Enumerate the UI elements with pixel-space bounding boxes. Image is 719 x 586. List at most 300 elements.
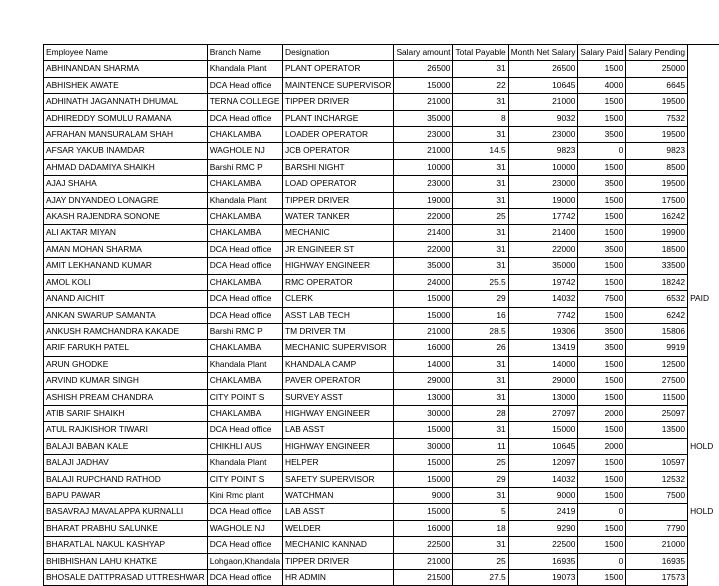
cell-net[interactable]: 26500: [508, 61, 578, 77]
cell-branch[interactable]: Kini Rmc plant: [207, 487, 282, 503]
column-header[interactable]: Total Payable: [453, 45, 508, 61]
cell-note[interactable]: [688, 77, 716, 93]
cell-branch[interactable]: CHIKHLI AUS: [207, 438, 282, 454]
cell-paid[interactable]: 0: [578, 143, 626, 159]
cell-designation[interactable]: WATER TANKER: [283, 209, 394, 225]
cell-salary[interactable]: 14000: [394, 356, 453, 372]
cell-pending[interactable]: 19500: [626, 127, 688, 143]
cell-designation[interactable]: TIPPER DRIVER: [283, 553, 394, 569]
cell-designation[interactable]: LOADER OPERATOR: [283, 127, 394, 143]
cell-branch[interactable]: Khandala Plant: [207, 455, 282, 471]
cell-name[interactable]: AFRAHAN MANSURALAM SHAH: [44, 127, 208, 143]
cell-designation[interactable]: PLANT OPERATOR: [283, 61, 394, 77]
cell-name[interactable]: BHARAT PRABHU SALUNKE: [44, 520, 208, 536]
column-header[interactable]: Employee Name: [44, 45, 208, 61]
cell-branch[interactable]: CHAKLAMBA: [207, 127, 282, 143]
empty-cell[interactable]: [715, 553, 719, 569]
column-header[interactable]: Month Net Salary: [508, 45, 578, 61]
cell-designation[interactable]: SAFETY SUPERVISOR: [283, 471, 394, 487]
cell-branch[interactable]: DCA Head office: [207, 258, 282, 274]
cell-branch[interactable]: Khandala Plant: [207, 192, 282, 208]
cell-branch[interactable]: DCA Head office: [207, 307, 282, 323]
cell-note[interactable]: [688, 570, 716, 586]
cell-pending[interactable]: 27500: [626, 373, 688, 389]
cell-salary[interactable]: 24000: [394, 274, 453, 290]
cell-note[interactable]: [688, 520, 716, 536]
cell-days[interactable]: 28: [453, 405, 508, 421]
empty-cell[interactable]: [715, 61, 719, 77]
empty-cell[interactable]: [715, 438, 719, 454]
cell-name[interactable]: ATIB SARIF SHAIKH: [44, 405, 208, 421]
cell-paid[interactable]: 2000: [578, 405, 626, 421]
empty-cell[interactable]: [715, 373, 719, 389]
column-header[interactable]: Salary Pending: [626, 45, 688, 61]
cell-days[interactable]: 28.5: [453, 323, 508, 339]
cell-designation[interactable]: CLERK: [283, 291, 394, 307]
cell-salary[interactable]: 30000: [394, 405, 453, 421]
empty-cell[interactable]: [715, 340, 719, 356]
cell-days[interactable]: 31: [453, 192, 508, 208]
cell-designation[interactable]: JR ENGINEER ST: [283, 241, 394, 257]
cell-days[interactable]: 31: [453, 159, 508, 175]
cell-note[interactable]: [688, 61, 716, 77]
cell-paid[interactable]: 1500: [578, 225, 626, 241]
empty-cell[interactable]: [715, 159, 719, 175]
cell-salary[interactable]: 21000: [394, 94, 453, 110]
cell-note[interactable]: [688, 389, 716, 405]
column-header[interactable]: Designation: [283, 45, 394, 61]
cell-salary[interactable]: 15000: [394, 291, 453, 307]
cell-paid[interactable]: 3500: [578, 323, 626, 339]
cell-paid[interactable]: 1500: [578, 570, 626, 586]
cell-days[interactable]: 5: [453, 504, 508, 520]
cell-branch[interactable]: DCA Head office: [207, 291, 282, 307]
cell-name[interactable]: AMOL KOLI: [44, 274, 208, 290]
empty-cell[interactable]: [715, 389, 719, 405]
cell-net[interactable]: 21000: [508, 94, 578, 110]
cell-name[interactable]: AMAN MOHAN SHARMA: [44, 241, 208, 257]
cell-designation[interactable]: MAINTENCE SUPERVISOR: [283, 77, 394, 93]
cell-net[interactable]: 23000: [508, 176, 578, 192]
cell-name[interactable]: ASHISH PREAM CHANDRA: [44, 389, 208, 405]
cell-salary[interactable]: 22000: [394, 241, 453, 257]
cell-designation[interactable]: WATCHMAN: [283, 487, 394, 503]
cell-pending[interactable]: [626, 504, 688, 520]
cell-net[interactable]: 21400: [508, 225, 578, 241]
cell-name[interactable]: AMIT LEKHANAND KUMAR: [44, 258, 208, 274]
cell-note[interactable]: [688, 307, 716, 323]
cell-days[interactable]: 31: [453, 241, 508, 257]
cell-salary[interactable]: 15000: [394, 77, 453, 93]
cell-branch[interactable]: CITY POINT S: [207, 389, 282, 405]
cell-designation[interactable]: ASST LAB TECH: [283, 307, 394, 323]
cell-pending[interactable]: [626, 438, 688, 454]
cell-net[interactable]: 35000: [508, 258, 578, 274]
cell-salary[interactable]: 15000: [394, 471, 453, 487]
cell-net[interactable]: 7742: [508, 307, 578, 323]
cell-pending[interactable]: 17500: [626, 192, 688, 208]
cell-branch[interactable]: DCA Head office: [207, 504, 282, 520]
cell-designation[interactable]: HR ADMIN: [283, 570, 394, 586]
cell-pending[interactable]: 6532: [626, 291, 688, 307]
cell-note[interactable]: [688, 422, 716, 438]
cell-note[interactable]: [688, 94, 716, 110]
cell-salary[interactable]: 16000: [394, 520, 453, 536]
cell-note[interactable]: [688, 373, 716, 389]
cell-salary[interactable]: 23000: [394, 176, 453, 192]
cell-paid[interactable]: 0: [578, 504, 626, 520]
cell-salary[interactable]: 35000: [394, 258, 453, 274]
cell-designation[interactable]: PLANT INCHARGE: [283, 110, 394, 126]
cell-note[interactable]: [688, 192, 716, 208]
cell-name[interactable]: ARIF FARUKH PATEL: [44, 340, 208, 356]
cell-branch[interactable]: Barshi RMC P: [207, 323, 282, 339]
cell-paid[interactable]: 1500: [578, 94, 626, 110]
cell-paid[interactable]: 3500: [578, 176, 626, 192]
cell-branch[interactable]: Khandala Plant: [207, 61, 282, 77]
cell-paid[interactable]: 1500: [578, 192, 626, 208]
cell-name[interactable]: BHARATLAL NAKUL KASHYAP: [44, 537, 208, 553]
cell-note[interactable]: [688, 356, 716, 372]
cell-name[interactable]: ANAND AICHIT: [44, 291, 208, 307]
cell-pending[interactable]: 15806: [626, 323, 688, 339]
empty-cell[interactable]: [715, 422, 719, 438]
cell-paid[interactable]: 1500: [578, 537, 626, 553]
cell-days[interactable]: 22: [453, 77, 508, 93]
cell-paid[interactable]: 3500: [578, 241, 626, 257]
cell-note[interactable]: [688, 553, 716, 569]
cell-net[interactable]: 19073: [508, 570, 578, 586]
cell-designation[interactable]: TIPPER DRIVER: [283, 192, 394, 208]
cell-net[interactable]: 16935: [508, 553, 578, 569]
cell-salary[interactable]: 21000: [394, 553, 453, 569]
cell-name[interactable]: ADHINATH JAGANNATH DHUMAL: [44, 94, 208, 110]
cell-name[interactable]: AKASH RAJENDRA SONONE: [44, 209, 208, 225]
cell-salary[interactable]: 21000: [394, 143, 453, 159]
cell-paid[interactable]: 1500: [578, 274, 626, 290]
cell-designation[interactable]: HIGHWAY ENGINEER: [283, 258, 394, 274]
empty-cell[interactable]: [715, 77, 719, 93]
cell-days[interactable]: 31: [453, 389, 508, 405]
empty-cell[interactable]: [715, 356, 719, 372]
cell-net[interactable]: 12097: [508, 455, 578, 471]
cell-days[interactable]: 25: [453, 553, 508, 569]
cell-name[interactable]: AJAY DNYANDEO LONAGRE: [44, 192, 208, 208]
cell-days[interactable]: 31: [453, 487, 508, 503]
cell-paid[interactable]: 1500: [578, 455, 626, 471]
empty-cell[interactable]: [688, 45, 716, 61]
cell-note[interactable]: [688, 537, 716, 553]
cell-note[interactable]: [688, 241, 716, 257]
cell-name[interactable]: AHMAD DADAMIYA SHAIKH: [44, 159, 208, 175]
cell-pending[interactable]: 18500: [626, 241, 688, 257]
cell-branch[interactable]: Lohgaon,Khandala: [207, 553, 282, 569]
cell-net[interactable]: 22000: [508, 241, 578, 257]
cell-salary[interactable]: 15000: [394, 422, 453, 438]
cell-pending[interactable]: 13500: [626, 422, 688, 438]
cell-days[interactable]: 14.5: [453, 143, 508, 159]
cell-days[interactable]: 31: [453, 176, 508, 192]
cell-paid[interactable]: 7500: [578, 291, 626, 307]
empty-cell[interactable]: [715, 570, 719, 586]
cell-branch[interactable]: CHAKLAMBA: [207, 373, 282, 389]
cell-net[interactable]: 15000: [508, 422, 578, 438]
cell-days[interactable]: 29: [453, 471, 508, 487]
cell-net[interactable]: 19000: [508, 192, 578, 208]
cell-name[interactable]: AJAJ SHAHA: [44, 176, 208, 192]
cell-branch[interactable]: WAGHOLE NJ: [207, 520, 282, 536]
empty-cell[interactable]: [715, 143, 719, 159]
cell-branch[interactable]: CHAKLAMBA: [207, 405, 282, 421]
cell-branch[interactable]: TERNA COLLEGE: [207, 94, 282, 110]
cell-name[interactable]: BASAVRAJ MAVALAPPA KURNALLI: [44, 504, 208, 520]
cell-name[interactable]: ANKAN SWARUP SAMANTA: [44, 307, 208, 323]
cell-net[interactable]: 10645: [508, 77, 578, 93]
cell-note[interactable]: HOLD: [688, 438, 716, 454]
cell-days[interactable]: 31: [453, 61, 508, 77]
empty-cell[interactable]: [715, 258, 719, 274]
cell-net[interactable]: 13419: [508, 340, 578, 356]
column-header[interactable]: Salary Paid: [578, 45, 626, 61]
cell-pending[interactable]: 12500: [626, 356, 688, 372]
cell-designation[interactable]: HIGHWAY ENGINEER: [283, 405, 394, 421]
cell-salary[interactable]: 21400: [394, 225, 453, 241]
empty-cell[interactable]: [715, 471, 719, 487]
empty-cell[interactable]: [715, 405, 719, 421]
empty-cell[interactable]: [715, 323, 719, 339]
cell-net[interactable]: 13000: [508, 389, 578, 405]
cell-pending[interactable]: 16935: [626, 553, 688, 569]
cell-pending[interactable]: 6645: [626, 77, 688, 93]
cell-salary[interactable]: 15000: [394, 504, 453, 520]
cell-name[interactable]: ARUN GHODKE: [44, 356, 208, 372]
cell-designation[interactable]: KHANDALA CAMP: [283, 356, 394, 372]
empty-cell[interactable]: [715, 537, 719, 553]
cell-salary[interactable]: 26500: [394, 61, 453, 77]
cell-salary[interactable]: 21500: [394, 570, 453, 586]
cell-designation[interactable]: RMC OPERATOR: [283, 274, 394, 290]
cell-paid[interactable]: 3500: [578, 127, 626, 143]
cell-branch[interactable]: DCA Head office: [207, 241, 282, 257]
cell-note[interactable]: [688, 471, 716, 487]
cell-branch[interactable]: DCA Head office: [207, 110, 282, 126]
cell-net[interactable]: 14032: [508, 291, 578, 307]
cell-branch[interactable]: DCA Head office: [207, 422, 282, 438]
cell-days[interactable]: 18: [453, 520, 508, 536]
empty-cell[interactable]: [715, 192, 719, 208]
empty-cell[interactable]: [715, 209, 719, 225]
empty-cell[interactable]: [715, 241, 719, 257]
cell-salary[interactable]: 15000: [394, 455, 453, 471]
cell-net[interactable]: 9000: [508, 487, 578, 503]
empty-cell[interactable]: [715, 127, 719, 143]
cell-note[interactable]: PAID: [688, 291, 716, 307]
cell-designation[interactable]: SURVEY ASST: [283, 389, 394, 405]
cell-paid[interactable]: 1500: [578, 110, 626, 126]
cell-branch[interactable]: DCA Head office: [207, 570, 282, 586]
cell-designation[interactable]: MECHANIC KANNAD: [283, 537, 394, 553]
cell-branch[interactable]: WAGHOLE NJ: [207, 143, 282, 159]
cell-pending[interactable]: 10597: [626, 455, 688, 471]
column-header[interactable]: Branch Name: [207, 45, 282, 61]
cell-net[interactable]: 10645: [508, 438, 578, 454]
cell-net[interactable]: 9032: [508, 110, 578, 126]
empty-cell[interactable]: [715, 455, 719, 471]
cell-days[interactable]: 31: [453, 373, 508, 389]
cell-note[interactable]: [688, 209, 716, 225]
cell-note[interactable]: [688, 274, 716, 290]
cell-salary[interactable]: 21000: [394, 323, 453, 339]
cell-net[interactable]: 19306: [508, 323, 578, 339]
cell-pending[interactable]: 25000: [626, 61, 688, 77]
cell-pending[interactable]: 6242: [626, 307, 688, 323]
cell-days[interactable]: 31: [453, 258, 508, 274]
cell-pending[interactable]: 9823: [626, 143, 688, 159]
cell-paid[interactable]: 1500: [578, 209, 626, 225]
cell-days[interactable]: 27.5: [453, 570, 508, 586]
cell-salary[interactable]: 15000: [394, 307, 453, 323]
cell-pending[interactable]: 7500: [626, 487, 688, 503]
cell-days[interactable]: 26: [453, 340, 508, 356]
cell-name[interactable]: BALAJI BABAN KALE: [44, 438, 208, 454]
cell-designation[interactable]: WELDER: [283, 520, 394, 536]
cell-days[interactable]: 31: [453, 94, 508, 110]
cell-net[interactable]: 9290: [508, 520, 578, 536]
cell-branch[interactable]: CHAKLAMBA: [207, 225, 282, 241]
cell-pending[interactable]: 7532: [626, 110, 688, 126]
cell-net[interactable]: 22500: [508, 537, 578, 553]
cell-salary[interactable]: 9000: [394, 487, 453, 503]
empty-cell[interactable]: [715, 504, 719, 520]
cell-paid[interactable]: 1500: [578, 61, 626, 77]
empty-cell[interactable]: [715, 45, 719, 61]
cell-salary[interactable]: 19000: [394, 192, 453, 208]
cell-designation[interactable]: LAB ASST: [283, 504, 394, 520]
cell-designation[interactable]: TM DRIVER TM: [283, 323, 394, 339]
cell-pending[interactable]: 33500: [626, 258, 688, 274]
cell-name[interactable]: ABHINANDAN SHARMA: [44, 61, 208, 77]
cell-days[interactable]: 8: [453, 110, 508, 126]
cell-pending[interactable]: 18242: [626, 274, 688, 290]
cell-days[interactable]: 25.5: [453, 274, 508, 290]
cell-designation[interactable]: TIPPER DRIVER: [283, 94, 394, 110]
cell-note[interactable]: [688, 487, 716, 503]
cell-name[interactable]: ATUL RAJKISHOR TIWARI: [44, 422, 208, 438]
cell-pending[interactable]: 19500: [626, 176, 688, 192]
cell-net[interactable]: 14032: [508, 471, 578, 487]
cell-salary[interactable]: 23000: [394, 127, 453, 143]
empty-cell[interactable]: [715, 307, 719, 323]
cell-days[interactable]: 31: [453, 422, 508, 438]
cell-branch[interactable]: CHAKLAMBA: [207, 209, 282, 225]
cell-pending[interactable]: 12532: [626, 471, 688, 487]
cell-note[interactable]: [688, 258, 716, 274]
cell-branch[interactable]: DCA Head office: [207, 77, 282, 93]
cell-net[interactable]: 29000: [508, 373, 578, 389]
cell-branch[interactable]: CITY POINT S: [207, 471, 282, 487]
cell-pending[interactable]: 17573: [626, 570, 688, 586]
cell-days[interactable]: 25: [453, 209, 508, 225]
cell-note[interactable]: [688, 340, 716, 356]
cell-note[interactable]: [688, 159, 716, 175]
cell-designation[interactable]: BARSHI NIGHT: [283, 159, 394, 175]
cell-branch[interactable]: CHAKLAMBA: [207, 340, 282, 356]
cell-name[interactable]: ADHIREDDY SOMULU RAMANA: [44, 110, 208, 126]
cell-name[interactable]: BHIBHISHAN LAHU KHATKE: [44, 553, 208, 569]
cell-paid[interactable]: 1500: [578, 307, 626, 323]
empty-cell[interactable]: [715, 487, 719, 503]
cell-name[interactable]: BHOSALE DATTPRASAD UTTRESHWAR: [44, 570, 208, 586]
cell-note[interactable]: [688, 127, 716, 143]
cell-days[interactable]: 16: [453, 307, 508, 323]
cell-net[interactable]: 23000: [508, 127, 578, 143]
cell-paid[interactable]: 1500: [578, 471, 626, 487]
cell-paid[interactable]: 2000: [578, 438, 626, 454]
cell-branch[interactable]: Khandala Plant: [207, 356, 282, 372]
cell-net[interactable]: 14000: [508, 356, 578, 372]
cell-days[interactable]: 31: [453, 127, 508, 143]
cell-note[interactable]: [688, 143, 716, 159]
cell-name[interactable]: BAPU PAWAR: [44, 487, 208, 503]
cell-salary[interactable]: 16000: [394, 340, 453, 356]
cell-days[interactable]: 25: [453, 455, 508, 471]
cell-designation[interactable]: HELPER: [283, 455, 394, 471]
cell-days[interactable]: 31: [453, 225, 508, 241]
cell-salary[interactable]: 22000: [394, 209, 453, 225]
cell-note[interactable]: [688, 455, 716, 471]
cell-paid[interactable]: 0: [578, 553, 626, 569]
cell-salary[interactable]: 10000: [394, 159, 453, 175]
cell-note[interactable]: HOLD: [688, 504, 716, 520]
cell-paid[interactable]: 1500: [578, 159, 626, 175]
cell-branch[interactable]: CHAKLAMBA: [207, 176, 282, 192]
cell-designation[interactable]: MECHANIC SUPERVISOR: [283, 340, 394, 356]
cell-salary[interactable]: 29000: [394, 373, 453, 389]
cell-pending[interactable]: 16242: [626, 209, 688, 225]
cell-paid[interactable]: 1500: [578, 373, 626, 389]
cell-note[interactable]: [688, 323, 716, 339]
cell-designation[interactable]: JCB OPERATOR: [283, 143, 394, 159]
cell-paid[interactable]: 3500: [578, 340, 626, 356]
cell-paid[interactable]: 1500: [578, 422, 626, 438]
cell-pending[interactable]: 19500: [626, 94, 688, 110]
cell-net[interactable]: 2419: [508, 504, 578, 520]
empty-cell[interactable]: [715, 94, 719, 110]
cell-days[interactable]: 31: [453, 537, 508, 553]
cell-net[interactable]: 27097: [508, 405, 578, 421]
cell-branch[interactable]: Barshi RMC P: [207, 159, 282, 175]
cell-note[interactable]: [688, 176, 716, 192]
empty-cell[interactable]: [715, 520, 719, 536]
cell-pending[interactable]: 25097: [626, 405, 688, 421]
cell-days[interactable]: 11: [453, 438, 508, 454]
cell-paid[interactable]: 1500: [578, 520, 626, 536]
cell-designation[interactable]: HIGHWAY ENGINEER: [283, 438, 394, 454]
cell-name[interactable]: ANKUSH RAMCHANDRA KAKADE: [44, 323, 208, 339]
cell-branch[interactable]: DCA Head office: [207, 537, 282, 553]
cell-name[interactable]: ARVIND KUMAR SINGH: [44, 373, 208, 389]
cell-salary[interactable]: 13000: [394, 389, 453, 405]
cell-note[interactable]: [688, 405, 716, 421]
cell-salary[interactable]: 22500: [394, 537, 453, 553]
cell-pending[interactable]: 8500: [626, 159, 688, 175]
cell-paid[interactable]: 1500: [578, 389, 626, 405]
cell-pending[interactable]: 21000: [626, 537, 688, 553]
cell-designation[interactable]: LAB ASST: [283, 422, 394, 438]
cell-pending[interactable]: 7790: [626, 520, 688, 536]
cell-paid[interactable]: 1500: [578, 258, 626, 274]
cell-designation[interactable]: LOAD OPERATOR: [283, 176, 394, 192]
